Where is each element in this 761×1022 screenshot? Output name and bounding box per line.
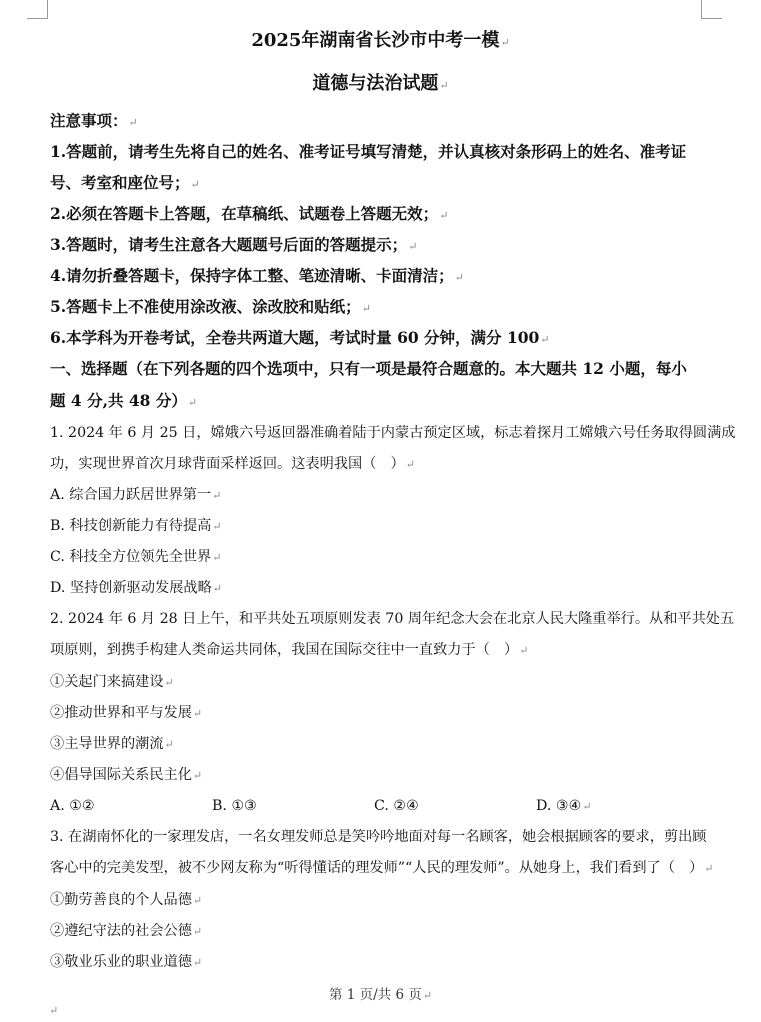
q3-item-1: ①勤劳善良的个人品德↵ [50, 892, 203, 908]
paragraph-mark: ↵ [439, 79, 449, 92]
q1-option-b: B. 科技创新能力有待提高↵ [50, 518, 222, 534]
paragraph-mark: ↵ [128, 116, 138, 129]
q3-item-3: ③敬业乐业的职业道德↵ [50, 954, 203, 970]
paragraph-mark: ↵ [405, 458, 415, 471]
page-footer: 第 1 页/共 6 页↵ [328, 987, 433, 1003]
paragraph-mark: ↵ [582, 800, 592, 813]
paragraph-mark: ↵ [500, 36, 510, 49]
paragraph-mark: ↵ [422, 989, 433, 1002]
paragraph-mark: ↵ [192, 894, 203, 907]
q1-option-c: C. 科技全方位领先全世界↵ [50, 549, 222, 565]
notice-item-1-cont: 号、考室和座位号；↵ [50, 173, 200, 192]
paragraph-mark: ↵ [190, 178, 200, 191]
paragraph-mark: ↵ [408, 240, 418, 253]
notice-heading: 注意事项：↵ [50, 111, 138, 130]
section-heading-cont: 题 4 分,共 48 分）↵ [50, 391, 198, 410]
trailing-paragraph-mark: ↵ [49, 1004, 59, 1017]
notice-item-1: 1.答题前，请考生先将自己的姓名、准考证号填写清楚，并认真核对条形码上的姓名、准考证 [50, 142, 687, 161]
notice-item-2: 2.必须在答题卡上答题，在草稿纸、试题卷上答题无效；↵ [50, 204, 449, 223]
exam-title: 2025年湖南省长沙市中考一模↵ [251, 30, 510, 51]
exam-subtitle: 道德与法治试题↵ [312, 73, 449, 94]
q1-option-a: A. 综合国力跃居世界第一↵ [50, 487, 222, 503]
notice-item-5: 5.答题卡上不准使用涂改液、涂改胶和贴纸；↵ [50, 297, 371, 316]
q3-stem-cont: 客心中的完美发型，被不少网友称为“听得懂话的理发师”“人民的理发师”。从她身上，我们看到了（ ）↵ [50, 860, 714, 876]
paragraph-mark: ↵ [192, 769, 203, 782]
paragraph-mark: ↵ [519, 644, 529, 657]
paragraph-mark: ↵ [454, 271, 464, 284]
paragraph-mark: ↵ [212, 520, 222, 533]
q2-item-2: ②推动世界和平与发展↵ [50, 705, 203, 721]
q2-stem: 2. 2024 年 6 月 28 日上午，和平共处五项原则发表 70 周年纪念大会在北京人民大隆重举行。从和平共处五 [50, 611, 735, 627]
q3-item-2: ②遵纪守法的社会公德↵ [50, 923, 203, 939]
paragraph-mark: ↵ [164, 676, 174, 689]
paragraph-mark: ↵ [192, 956, 203, 969]
crop-mark-top-left [27, 0, 48, 19]
section-heading: 一、选择题（在下列各题的四个选项中，只有一项是最符合题意的。本大题共 12 小题，每小 [50, 359, 687, 378]
q1-option-d: D. 坚持创新驱动发展战略↵ [50, 580, 222, 596]
paragraph-mark: ↵ [704, 862, 714, 875]
q2-stem-cont: 项原则，到携手构建人类命运共同体，我国在国际交往中一直致力于（ ）↵ [50, 642, 529, 658]
q2-item-4: ④倡导国际关系民主化↵ [50, 767, 203, 783]
paragraph-mark: ↵ [212, 551, 222, 564]
q2-item-3: ③主导世界的潮流↵ [50, 736, 174, 752]
q1-stem-cont: 功，实现世界首次月球背面采样返回。这表明我国（ ）↵ [50, 456, 415, 472]
q2-item-1: ①关起门来搞建设↵ [50, 674, 174, 690]
paragraph-mark: ↵ [212, 582, 222, 595]
crop-mark-top-right [701, 0, 722, 19]
notice-item-4: 4.请勿折叠答题卡，保持字体工整、笔迹清晰、卡面清洁；↵ [50, 266, 464, 285]
paragraph-mark: ↵ [164, 738, 174, 751]
q2-choice-d: D. ③④↵ [536, 798, 592, 814]
notice-item-3: 3.答题时，请考生注意各大题题号后面的答题提示；↵ [50, 235, 418, 254]
q2-choice-c: C. ②④ [374, 798, 419, 814]
paragraph-mark: ↵ [540, 333, 550, 346]
paragraph-mark: ↵ [439, 209, 449, 222]
paragraph-mark: ↵ [187, 396, 198, 409]
q1-stem: 1. 2024 年 6 月 25 日，嫦娥六号返回器准确着陆于内蒙古预定区域，标志着探月工嫦娥六号任务取得圆满成 [50, 425, 736, 441]
q2-choice-a: A. ①② [50, 798, 95, 814]
paragraph-mark: ↵ [361, 302, 371, 315]
q2-choice-b: B. ①③ [212, 798, 257, 814]
paragraph-mark: ↵ [192, 925, 203, 938]
notice-item-6: 6.本学科为开卷考试，全卷共两道大题，考试时量 60 分钟，满分 100↵ [50, 328, 550, 347]
q3-stem: 3. 在湖南怀化的一家理发店，一名女理发师总是笑吟吟地面对每一名顾客，她会根据顾客的要求，剪出顾 [50, 829, 707, 845]
paragraph-mark: ↵ [192, 707, 203, 720]
paragraph-mark: ↵ [212, 489, 222, 502]
